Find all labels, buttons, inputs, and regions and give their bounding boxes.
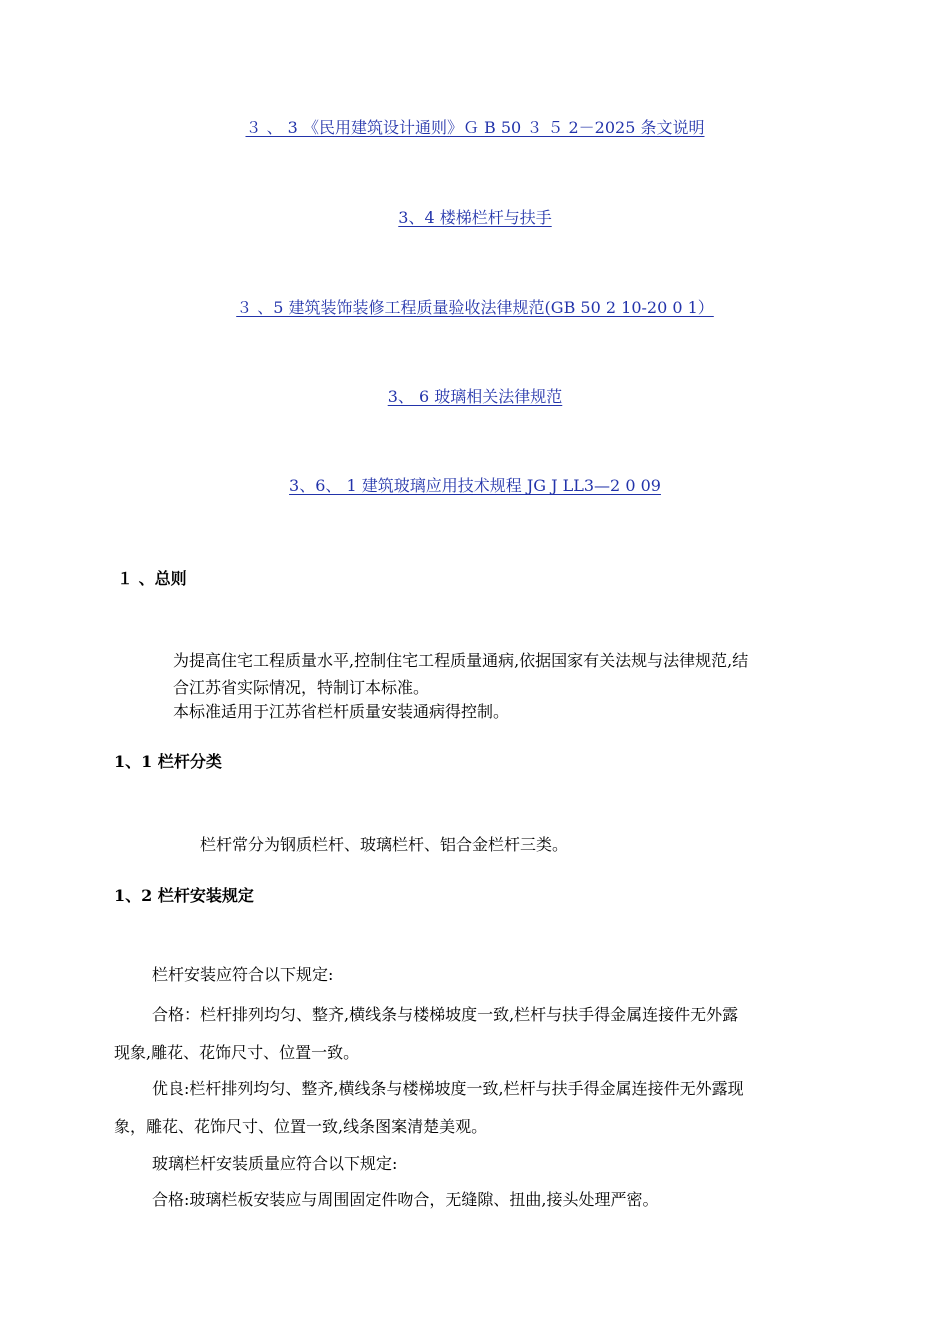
paragraph-purpose-line1: 为提高住宅工程质量水平,控制住宅工程质量通病,依据国家有关法规与法律规范,结 (173, 651, 749, 670)
toc-link-3-4[interactable]: 3、4 楼梯栏杆与扶手 (398, 208, 552, 227)
paragraph-glass-pass: 合格:玻璃栏板安装应与周围固定件吻合，无缝隙、扭曲,接头处理严密。 (152, 1190, 659, 1209)
paragraph-glass-intro: 玻璃栏杆安装质量应符合以下规定: (152, 1154, 398, 1173)
paragraph-good-line1: 优良:栏杆排列均匀、整齐,横线条与楼梯坡度一致,栏杆与扶手得金属连接件无外露现 (152, 1079, 744, 1098)
paragraph-classification: 栏杆常分为钢质栏杆、玻璃栏杆、铝合金栏杆三类。 (200, 835, 569, 854)
section-heading-general: １ 、总则 (117, 569, 187, 588)
paragraph-scope: 本标准适用于江苏省栏杆质量安装通病得控制。 (173, 702, 510, 721)
toc-link-3-6-1[interactable]: 3、6、 1 建筑玻璃应用技术规程 JG J LL3—2 0 09 (289, 476, 661, 495)
paragraph-good-line2: 象，雕花、花饰尺寸、位置一致,线条图案清楚美观。 (114, 1117, 488, 1136)
paragraph-pass-line1: 合格：栏杆排列均匀、整齐,横线条与楼梯坡度一致,栏杆与扶手得金属连接件无外露 (152, 1005, 739, 1024)
section-heading-classification: 1、1 栏杆分类 (114, 752, 222, 771)
paragraph-pass-line2: 现象,雕花、花饰尺寸、位置一致。 (114, 1043, 360, 1062)
section-heading-installation: 1、2 栏杆安装规定 (114, 886, 254, 905)
paragraph-purpose-line2: 合江苏省实际情况，特制订本标准。 (173, 678, 430, 697)
paragraph-installation-intro: 栏杆安装应符合以下规定: (152, 965, 334, 984)
toc-link-3-3[interactable]: ３ 、 3 《民用建筑设计通则》Ｇ B 50 ３ ５ 2－2025 条文说明 (245, 118, 705, 137)
toc-link-3-6[interactable]: 3、 6 玻璃相关法律规范 (387, 387, 563, 406)
toc-link-3-5[interactable]: ３ 、5 建筑装饰装修工程质量验收法律规范(GB 50 2 10-20 0 1） (236, 298, 714, 317)
